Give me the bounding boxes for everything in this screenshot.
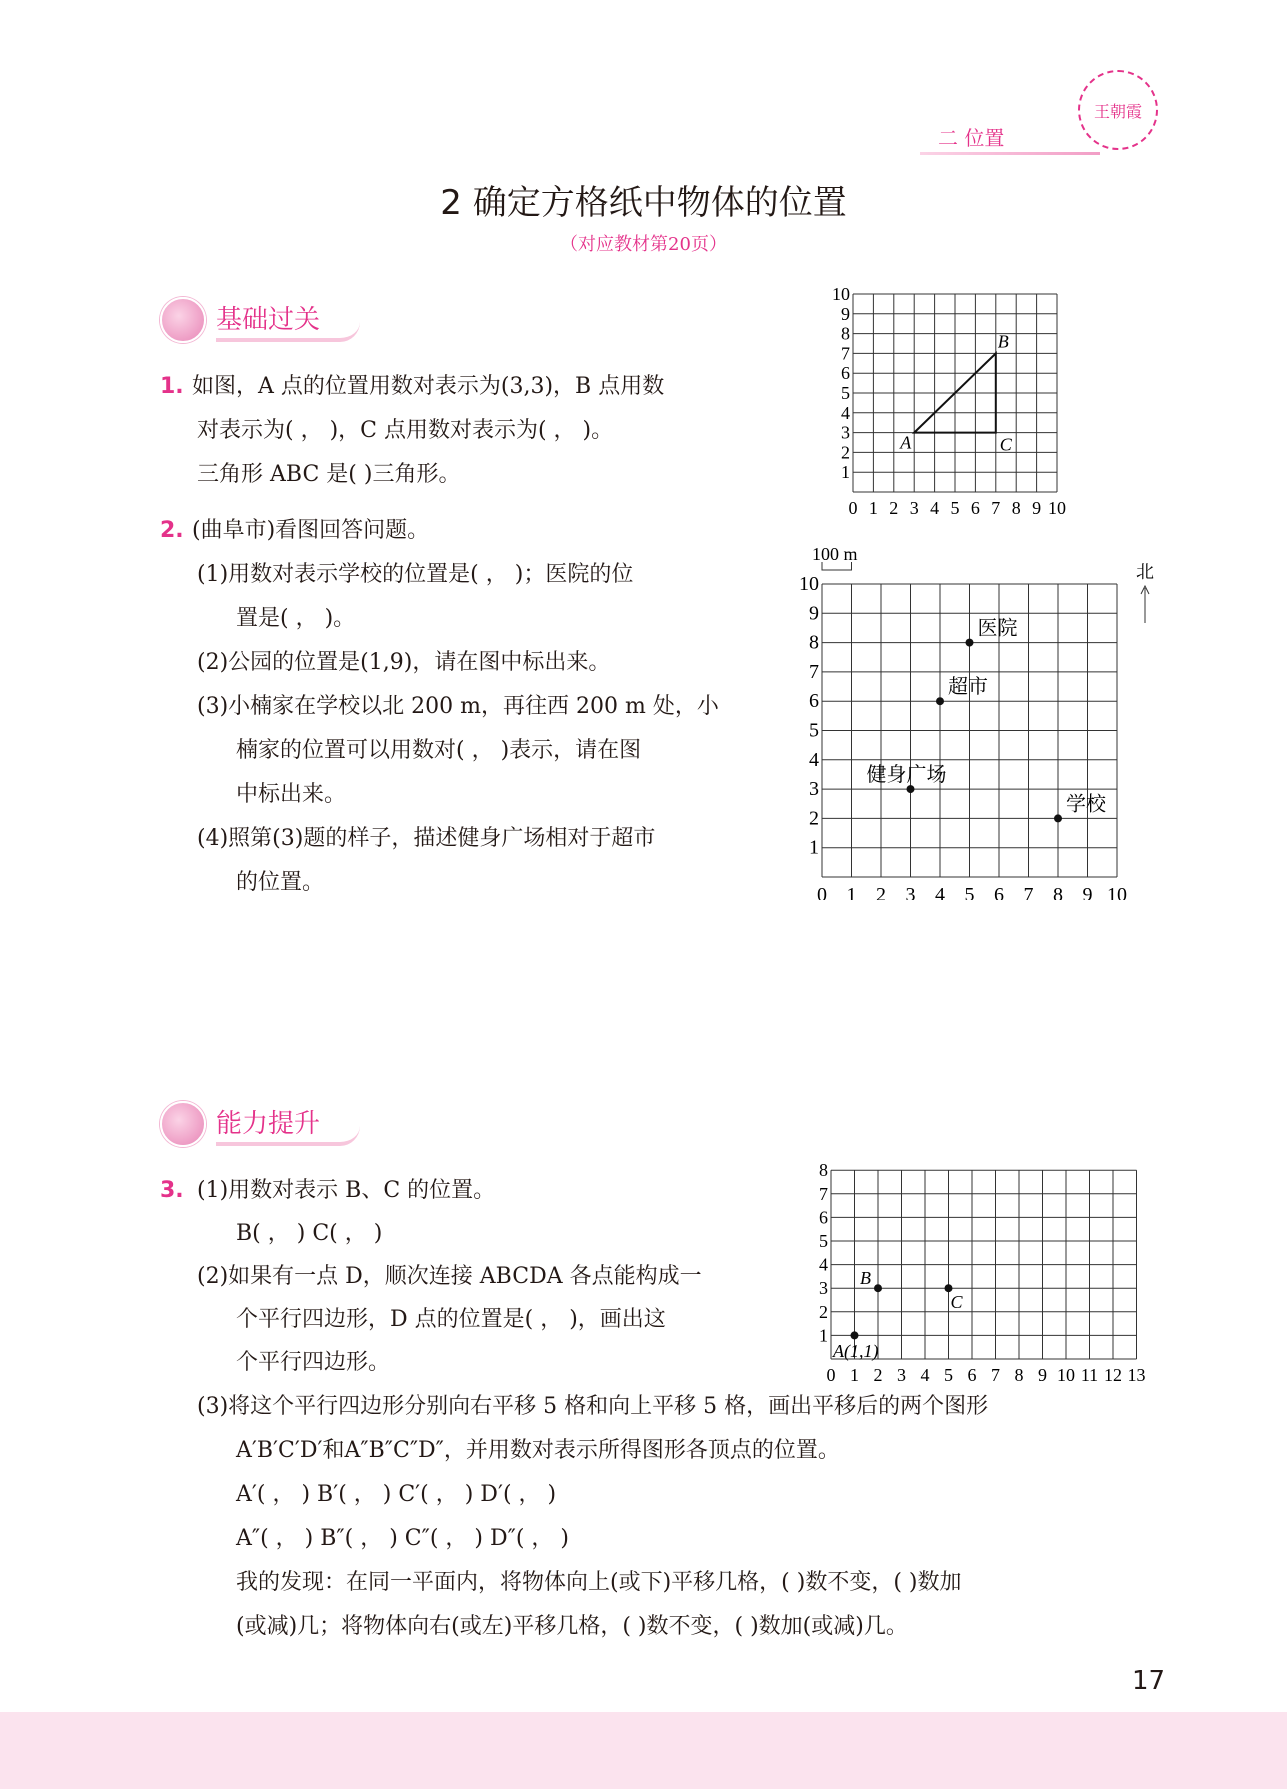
point-label: B (997, 331, 1009, 352)
chapter-underline (920, 152, 1100, 155)
q3-line: A″( ， ) B″( ， ) C″( ， ) D″( ， ) (236, 1526, 569, 1551)
y-tick-label: 1 (809, 836, 819, 859)
question-number: 3. (160, 1178, 184, 1203)
x-tick-label: 13 (1127, 1365, 1146, 1385)
y-tick-label: 2 (819, 1301, 828, 1322)
north-label: 北 (1136, 562, 1154, 582)
q3-line: 个平行四边形。 (236, 1350, 391, 1375)
q3-line: B( ， ) C( ， ) (236, 1221, 383, 1246)
q3-line: 个平行四边形，D 点的位置是( ， )，画出这 (236, 1307, 666, 1332)
grid-triangle (820, 280, 1080, 530)
y-tick-label: 4 (841, 402, 850, 423)
point-label: 健身广场 (866, 764, 947, 787)
point-label: 医院 (977, 617, 1018, 640)
x-tick-label: 6 (970, 498, 980, 518)
y-tick-label: 3 (809, 778, 819, 801)
y-tick-label: 3 (841, 422, 850, 443)
question-number: 2. (160, 518, 184, 543)
y-tick-label: 10 (799, 573, 819, 595)
question-number: 1. (160, 374, 184, 399)
x-tick-label: 10 (1107, 884, 1127, 900)
x-tick-label: 9 (1032, 498, 1042, 518)
y-tick-label: 7 (809, 660, 819, 683)
y-tick-label: 8 (819, 1160, 828, 1181)
section-icon (160, 1101, 206, 1147)
x-tick-label: 6 (967, 1365, 977, 1385)
point-label: A (900, 432, 912, 453)
section-icon (160, 297, 206, 343)
x-tick-label: 4 (920, 1365, 930, 1385)
y-tick-label: 6 (819, 1207, 828, 1228)
q2-line: (2)公园的位置是(1,9)，请在图中标出来。 (197, 650, 611, 675)
x-tick-label: 9 (1082, 884, 1093, 900)
y-tick-label: 8 (841, 323, 850, 344)
y-tick-label: 7 (819, 1183, 828, 1204)
q3-line: (2)如果有一点 D，顺次连接 ABCDA 各点能构成一 (197, 1264, 702, 1289)
x-tick-label: 1 (846, 884, 857, 900)
section-title: 基础过关 (216, 299, 360, 342)
x-tick-label: 9 (1038, 1365, 1047, 1385)
y-tick-label: 5 (819, 1231, 828, 1251)
y-tick-label: 2 (841, 442, 850, 463)
logo-text: 王朝霞 (1093, 101, 1142, 121)
q3-line: A′B′C′D′和A″B″C″D″，并用数对表示所得图形各顶点的位置。 (236, 1438, 840, 1463)
footer-band (0, 1712, 1287, 1789)
page-title: 2 确定方格纸中物体的位置 (440, 183, 847, 223)
point-marker (907, 785, 915, 793)
x-tick-label: 6 (994, 884, 1004, 900)
point-label: B (860, 1268, 871, 1289)
section-header-advanced (160, 1102, 360, 1146)
x-tick-label: 8 (1011, 498, 1021, 518)
y-tick-label: 5 (841, 383, 850, 403)
q3-line: (3)将这个平行四边形分别向右平移 5 格和向上平移 5 格，画出平移后的两个图形 (197, 1394, 989, 1419)
y-tick-label: 9 (841, 303, 850, 324)
q2-line: 中标出来。 (236, 782, 347, 807)
q2-line: (1)用数对表示学校的位置是( ， )；医院的位 (197, 562, 634, 587)
y-tick-label: 1 (841, 462, 850, 483)
x-tick-label: 11 (1080, 1365, 1099, 1385)
q3-line: 我的发现：在同一平面内，将物体向上(或下)平移几格，( )数不变，( )数加 (236, 1570, 962, 1595)
x-tick-label: 7 (1023, 884, 1034, 900)
q2-line: 的位置。 (236, 870, 325, 895)
scale-label: 100 m (812, 544, 858, 564)
y-tick-label: 4 (809, 748, 819, 771)
point-marker (945, 1284, 953, 1292)
q2-line: (3)小楠家在学校以北 200 m，再往西 200 m 处，小 (197, 694, 719, 719)
x-tick-label: 2 (889, 498, 899, 518)
y-tick-label: 5 (809, 719, 819, 742)
q2-line: (4)照第(3)题的样子，描述健身广场相对于超市 (197, 826, 656, 851)
y-tick-label: 6 (809, 690, 819, 713)
x-tick-label: 2 (873, 1365, 883, 1385)
x-tick-label: 2 (876, 884, 886, 900)
page-subtitle: （对应教材第20页） (560, 234, 727, 255)
point-marker (966, 639, 974, 647)
x-tick-label: 10 (1057, 1365, 1075, 1385)
x-tick-label: 3 (897, 1365, 906, 1385)
x-tick-label: 4 (930, 498, 940, 518)
section-title: 能力提升 (216, 1103, 360, 1146)
q2-line: 楠家的位置可以用数对( ， )表示，请在图 (236, 738, 642, 763)
q1-line: 三角形 ABC 是( )三角形。 (197, 462, 461, 487)
y-tick-label: 4 (819, 1254, 828, 1275)
q2-line: 置是( ， )。 (236, 606, 356, 631)
x-tick-label: 5 (950, 498, 960, 518)
q2-line: (曲阜市)看图回答问题。 (192, 518, 430, 543)
y-tick-label: 6 (841, 363, 850, 384)
x-tick-label: 5 (964, 884, 975, 900)
x-tick-label: 3 (905, 884, 916, 900)
x-tick-label: 4 (935, 884, 945, 900)
y-tick-label: 8 (809, 631, 819, 654)
point-label: C (950, 1292, 963, 1313)
grid-parallelogram (815, 1160, 1155, 1390)
x-tick-label: 0 (817, 884, 827, 900)
x-tick-label: 7 (991, 498, 1001, 518)
point-marker (1054, 814, 1062, 822)
x-tick-label: 0 (826, 1365, 836, 1385)
grid-map (790, 540, 1170, 900)
q1-line: 如图，A 点的位置用数对表示为(3,3)，B 点用数 (192, 374, 665, 399)
x-tick-label: 8 (1053, 884, 1063, 900)
brand-logo (1078, 70, 1158, 150)
y-tick-label: 2 (809, 807, 819, 830)
y-tick-label: 9 (809, 602, 819, 625)
point-label: 超市 (948, 676, 988, 699)
x-tick-label: 3 (909, 498, 919, 518)
y-tick-label: 1 (819, 1325, 828, 1346)
point-marker (851, 1331, 859, 1339)
x-tick-label: 7 (991, 1365, 1000, 1385)
x-tick-label: 12 (1104, 1365, 1122, 1385)
point-marker (936, 697, 944, 705)
q1-line: 对表示为( ， )，C 点用数对表示为( ， )。 (197, 418, 614, 443)
chapter-label: 二 位置 (938, 126, 1005, 150)
point-marker (874, 1284, 882, 1292)
q3-line: (或减)几；将物体向右(或左)平移几格，( )数不变，( )数加(或减)几。 (236, 1614, 908, 1639)
point-label: 学校 (1066, 793, 1106, 816)
x-tick-label: 5 (944, 1365, 953, 1385)
x-tick-label: 1 (850, 1365, 859, 1385)
q3-line: (1)用数对表示 B、C 的位置。 (197, 1178, 496, 1203)
page-number: 17 (1132, 1666, 1166, 1696)
section-header-basic (160, 298, 360, 342)
q3-line: A′( ， ) B′( ， ) C′( ， ) D′( ， ) (236, 1482, 557, 1507)
x-tick-label: 1 (868, 498, 878, 518)
x-tick-label: 8 (1014, 1365, 1024, 1385)
x-tick-label: 0 (848, 498, 858, 518)
y-tick-label: 10 (832, 284, 850, 304)
y-tick-label: 7 (841, 343, 850, 364)
y-tick-label: 3 (819, 1278, 828, 1299)
x-tick-label: 10 (1048, 498, 1066, 518)
point-label: C (999, 434, 1012, 455)
point-label: A(1,1) (833, 1341, 879, 1361)
